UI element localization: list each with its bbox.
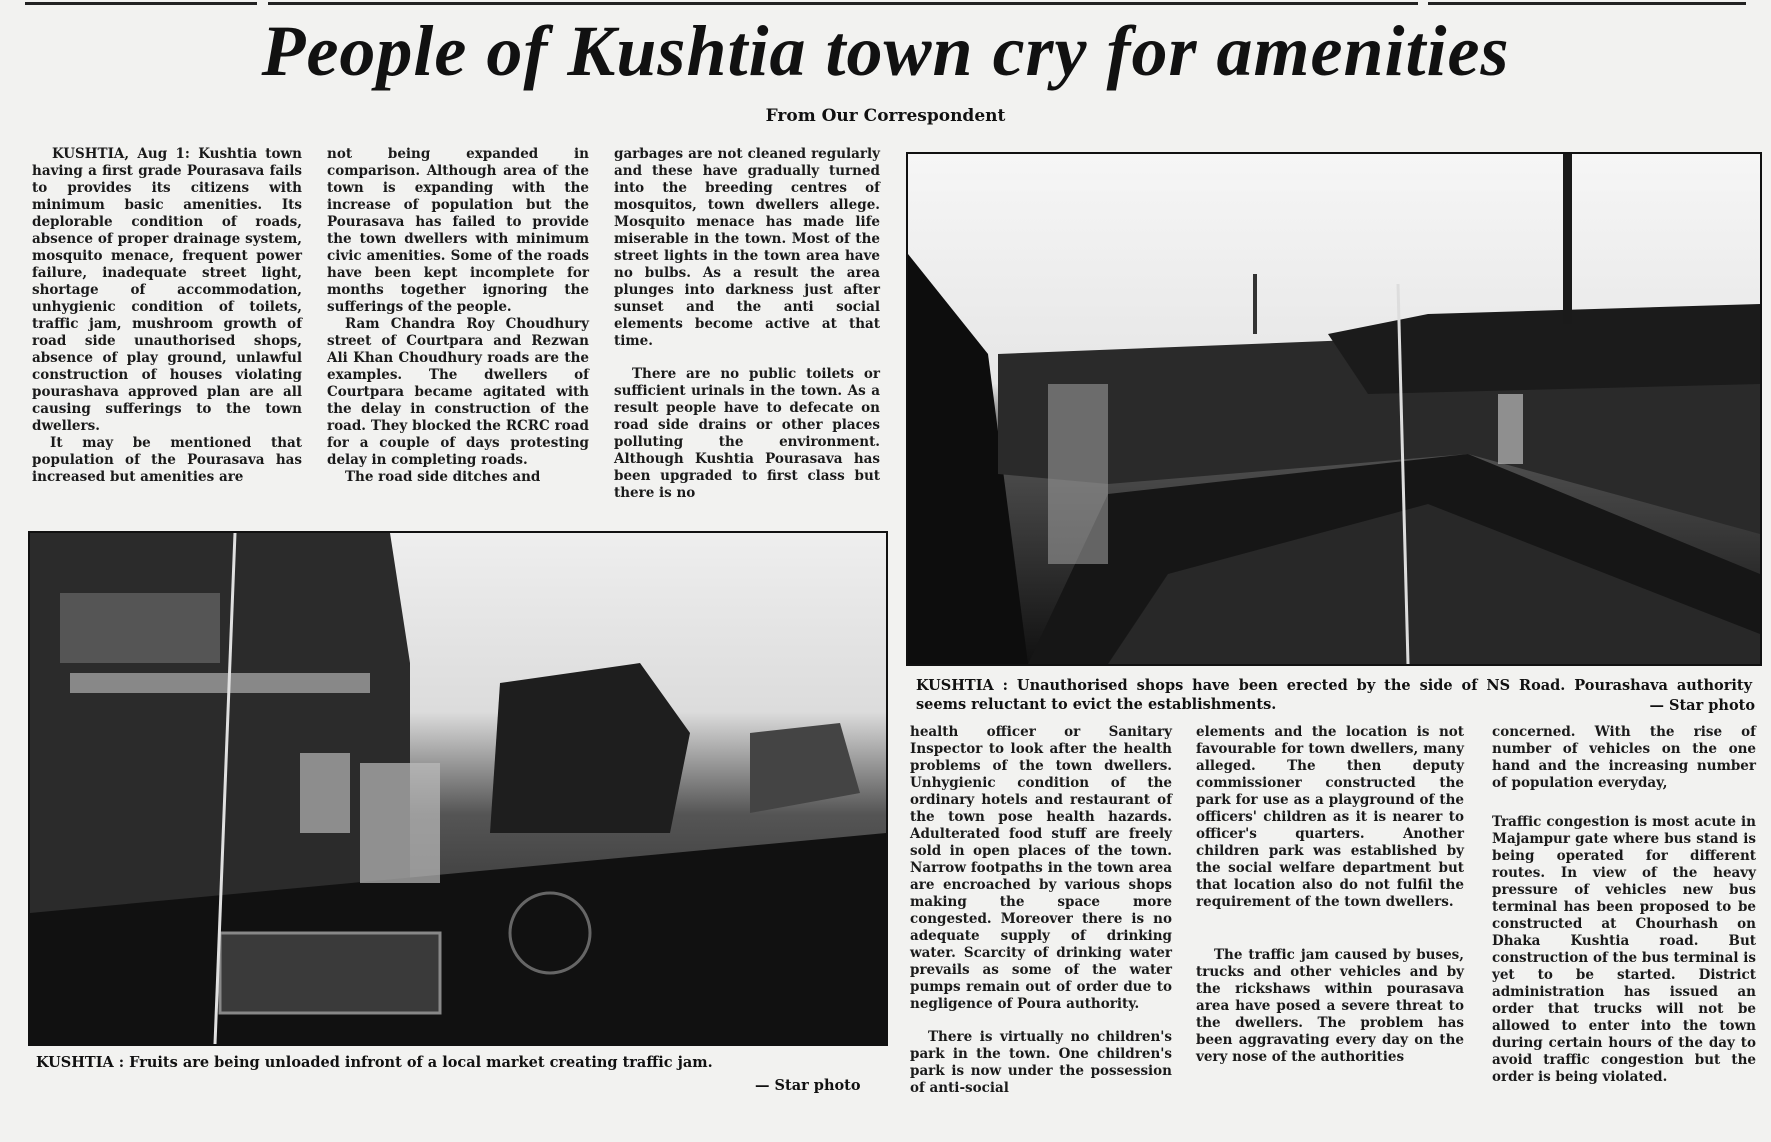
photo-market (28, 531, 888, 1046)
article-column-5 (1196, 724, 1464, 1066)
photo-ns-road-credit: — Star photo (1649, 697, 1755, 714)
paragraph: There are no public toilets or sufficient urinals in the town. As a result people have to defecate on road side drains or other places polluting the environment. Although Kushtia Pourasava has been upgraded to first class but there is no (614, 366, 880, 501)
top-rule-middle (268, 2, 1418, 5)
article-column-2 (327, 146, 589, 486)
article-column-6 (1492, 724, 1756, 1086)
top-rule-right (1428, 2, 1746, 5)
paragraph: not being expanded in comparison. Although area of the town is expanding with the increase of population but the Pourasava has failed to provide the town dwellers with minimum civic amenities. Some of the roads have been kept incomplete for months together ignoring the sufferings of the people. (327, 146, 589, 315)
top-rule-left (25, 2, 257, 5)
article-column-4 (910, 724, 1172, 1097)
photo-market-image (30, 533, 886, 1044)
paragraph: It may be mentioned that population of the Pourasava has increased but amenities are (32, 435, 302, 485)
headline: People of Kushtia town cry for amenities (261, 11, 1510, 91)
article-column-3 (614, 146, 880, 502)
paragraph: KUSHTIA, Aug 1: Kushtia town having a first grade Pourasava fails to provides its citizens with minimum basic amenities. Its deplorable condition of roads, absence of proper drainage system, mosquito menace, frequent power failure, inadequate street light, shortage of accommodation, unhygienic condition of toilets, traffic jam, mushroom growth of road side unauthorised shops, absence of play ground, unlawful construction of houses violating pourashava approved plan are all causing sufferings to the town dwellers. (32, 146, 302, 434)
article-column-1 (32, 146, 302, 486)
photo-market-credit: — Star photo (755, 1077, 861, 1094)
paragraph: concerned. With the rise of number of vehicles on the one hand and the increasing number of population everyday, (1492, 724, 1756, 791)
byline: From Our Correspondent (765, 106, 1006, 126)
paragraph: garbages are not cleaned regularly and these have gradually turned into the breeding centres of mosquitos, town dwellers allege. Mosquito menace has made life miserable in the town. Most of the street lights in the town area have no bulbs. As a result the area plunges into darkness just after sunset and the anti social elements become active at that time. (614, 146, 880, 349)
paragraph: Traffic congestion is most acute in Majampur gate where bus stand is being operated for different routes. In view of the heavy pressure of vehicles new bus terminal has been proposed to be constructed at Chourhash on Dhaka Kushtia road. But construction of the bus terminal is yet to be started. District administration has issued an order that trucks will not be allowed to enter into the town during certain hours of the day to avoid traffic congestion but the order is being violated. (1492, 814, 1756, 1085)
paragraph: The traffic jam caused by buses, trucks and other vehicles and by the rickshaws within pourasava area have posed a severe threat to the dwellers. The problem has been aggravating every day on the very nose of the authorities (1196, 947, 1464, 1065)
paragraph: Ram Chandra Roy Choudhury street of Courtpara and Rezwan Ali Khan Choudhury roads are the examples. The dwellers of Courtpara became agitated with the delay in construction of the road. They blocked the RCRC road for a couple of days protesting delay in completing roads. (327, 316, 589, 468)
paragraph: elements and the location is not favourable for town dwellers, many alleged. The then deputy commissioner constructed the park for use as a playground of the officers' children as it is nearer to officer's quarters. Another children park was established by the social welfare department but that location also do not fulfil the requirement of the town dwellers. (1196, 724, 1464, 910)
photo-market-caption: KUSHTIA : Fruits are being unloaded infront of a local market creating traffic jam. (36, 1054, 713, 1071)
photo-ns-road-caption: KUSHTIA : Unauthorised shops have been erected by the side of NS Road. Pourashava authority seems reluctant to evict the establishments. (916, 677, 1752, 713)
paragraph: health officer or Sanitary Inspector to look after the health problems of the town dwellers. Unhygienic condition of the ordinary hotels and restaurant of the town pose health hazards. Adulterated food stuff are freely sold in open places of the town. Narrow footpaths in the town area are encroached by various shops making the space more congested. Moreover there is no adequate supply of drinking water. Scarcity of drinking water prevails as some of the water pumps remain out of order due to negligence of Poura authority. (910, 724, 1172, 1012)
paragraph: There is virtually no children's park in the town. One children's park is now under the possession of anti-social (910, 1029, 1172, 1096)
photo-ns-road-image (908, 154, 1760, 664)
paragraph: The road side ditches and (345, 469, 541, 485)
photo-ns-road (906, 152, 1762, 666)
